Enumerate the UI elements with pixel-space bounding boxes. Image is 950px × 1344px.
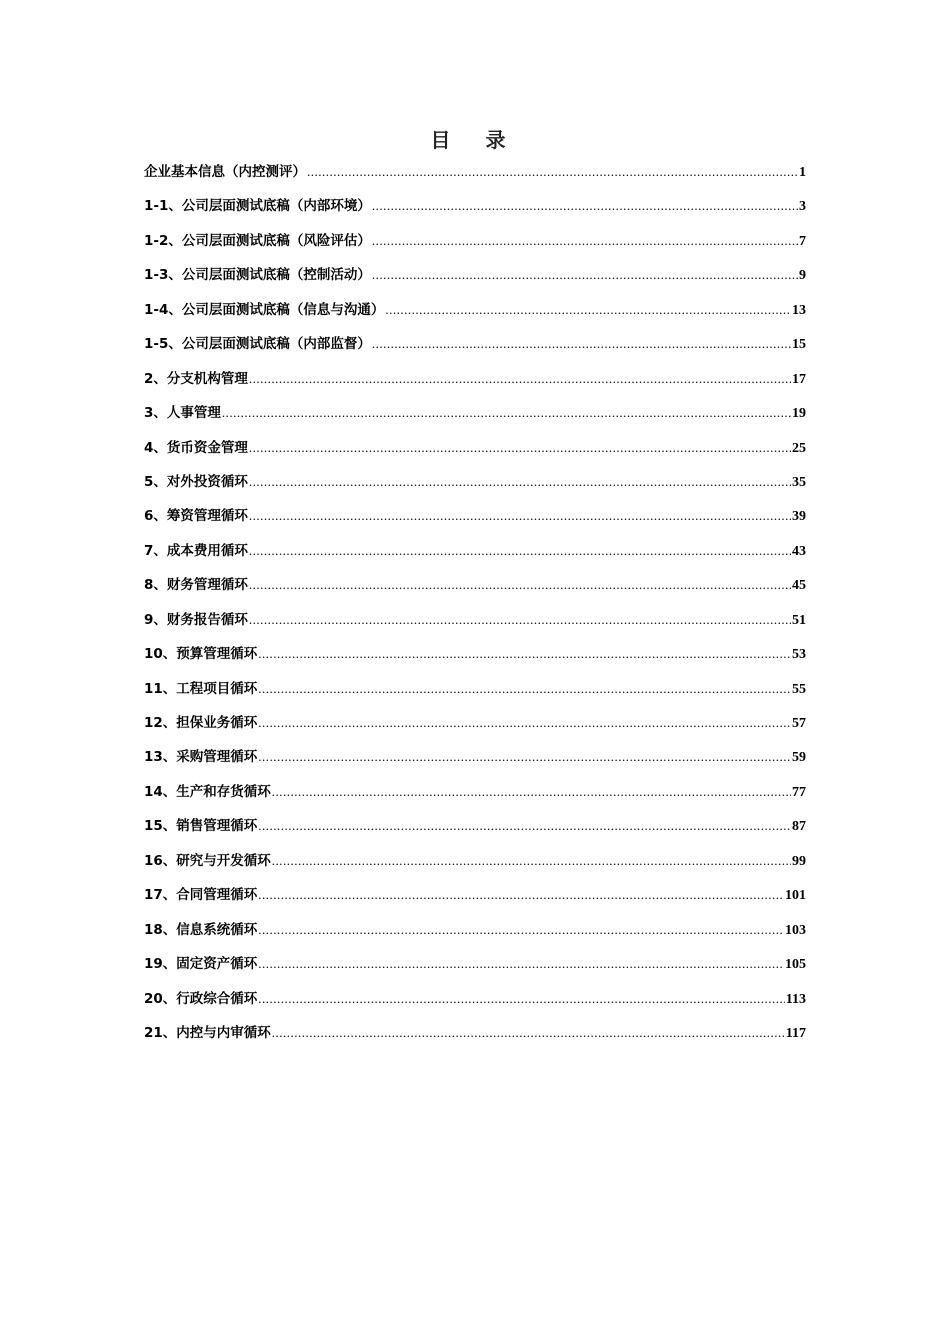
toc-entry-page: 1: [799, 165, 806, 180]
toc-entry-page: 55: [792, 681, 806, 697]
toc-entry-page: 35: [792, 474, 806, 490]
toc-entry-label: 10、预算管理循环: [144, 646, 258, 663]
toc-entry-page: 77: [792, 784, 806, 800]
toc-entry-page: 99: [792, 853, 806, 869]
toc-entry[interactable]: [144, 470, 806, 504]
toc-entry-label: 1-2、公司层面测试底稿（风险评估）: [144, 232, 371, 249]
toc-entry[interactable]: [144, 436, 806, 470]
toc-entry-label: 4、货币资金管理: [144, 439, 248, 456]
toc-entry[interactable]: [144, 918, 806, 952]
toc-entry-page: 59: [792, 750, 806, 766]
toc-entry-label: 15、销售管理循环: [144, 818, 258, 835]
toc-entry-label: 19、固定资产循环: [144, 956, 258, 973]
toc-entry-label: 1-1、公司层面测试底稿（内部环境）: [144, 198, 371, 215]
toc-leader-dots: [222, 405, 791, 421]
toc-entry-label: 11、工程项目循环: [144, 680, 258, 697]
toc-leader-dots: [258, 922, 784, 938]
toc-entry[interactable]: [144, 677, 806, 711]
toc-leader-dots: [372, 198, 798, 214]
toc-entry[interactable]: [144, 367, 806, 401]
toc-entry-page: 13: [792, 302, 806, 318]
toc-entry[interactable]: [144, 160, 806, 194]
toc-leader-dots: [258, 818, 791, 834]
toc-entry-page: 39: [792, 509, 806, 525]
toc-leader-dots: [258, 646, 791, 662]
toc-leader-dots: [249, 371, 791, 387]
toc-leader-dots: [372, 267, 798, 283]
toc-leader-dots: [258, 715, 791, 731]
toc-entry-label: 8、财务管理循环: [144, 577, 248, 594]
toc-entry-label: 18、信息系统循环: [144, 921, 258, 938]
toc-entry[interactable]: [144, 263, 806, 297]
toc-entry[interactable]: [144, 573, 806, 607]
toc-entry-page: 103: [785, 922, 806, 938]
toc-entry-label: 1-5、公司层面测试底稿（内部监督）: [144, 336, 371, 353]
toc-leader-dots: [272, 853, 791, 869]
toc-entry-page: 25: [792, 440, 806, 456]
toc-entry[interactable]: [144, 332, 806, 366]
toc-entry-label: 9、财务报告循环: [144, 611, 248, 628]
toc-entry-label: 1-4、公司层面测试底稿（信息与沟通）: [144, 301, 385, 318]
toc-entry[interactable]: [144, 194, 806, 228]
toc-title: 目 录: [430, 128, 520, 152]
toc-entry[interactable]: [144, 504, 806, 538]
toc-entry-page: 3: [799, 199, 806, 215]
toc-entry-page: 57: [792, 716, 806, 731]
toc-leader-dots: [249, 543, 791, 559]
toc-leader-dots: [272, 784, 791, 800]
toc-entry-label: 13、采购管理循环: [144, 749, 258, 766]
toc-entry[interactable]: [144, 608, 806, 642]
toc-entry-page: 53: [792, 647, 806, 663]
toc-entry-page: 15: [792, 337, 806, 353]
toc-entry-label: 7、成本费用循环: [144, 542, 248, 559]
toc-entry-label: 3、人事管理: [144, 405, 221, 422]
toc-entry-label: 6、筹资管理循环: [144, 508, 248, 525]
toc-entry[interactable]: [144, 229, 806, 263]
toc-leader-dots: [372, 336, 791, 352]
toc-entry-label: 16、研究与开发循环: [144, 852, 271, 869]
toc-entry[interactable]: [144, 952, 806, 986]
toc-entry[interactable]: [144, 780, 806, 814]
toc-entry-label: 2、分支机构管理: [144, 370, 248, 387]
toc-entry[interactable]: [144, 298, 806, 332]
toc-entry-page: 9: [799, 268, 806, 284]
toc-entry[interactable]: [144, 539, 806, 573]
toc-leader-dots: [249, 474, 791, 490]
toc-entry-page: 87: [792, 819, 806, 835]
toc-list: [144, 160, 806, 1055]
toc-entry[interactable]: [144, 883, 806, 917]
toc-entry[interactable]: [144, 987, 806, 1021]
toc-entry-label: 1-3、公司层面测试底稿（控制活动）: [144, 267, 371, 284]
toc-entry[interactable]: [144, 401, 806, 435]
toc-entry-label: 14、生产和存货循环: [144, 783, 271, 800]
toc-leader-dots: [249, 440, 791, 456]
toc-leader-dots: [272, 1025, 785, 1041]
toc-leader-dots: [249, 577, 791, 593]
toc-leader-dots: [385, 302, 791, 318]
toc-entry-label: 21、内控与内审循环: [144, 1024, 271, 1041]
toc-entry-page: 17: [792, 371, 806, 387]
toc-entry-label: 20、行政综合循环: [144, 990, 258, 1007]
toc-leader-dots: [258, 991, 784, 1007]
toc-leader-dots: [307, 164, 798, 180]
toc-entry-page: 7: [799, 233, 806, 249]
toc-entry-page: 117: [785, 1025, 806, 1041]
toc-leader-dots: [372, 233, 798, 249]
toc-entry[interactable]: [144, 1021, 806, 1055]
toc-leader-dots: [258, 681, 791, 697]
toc-leader-dots: [258, 749, 791, 765]
toc-leader-dots: [258, 956, 784, 972]
toc-entry-label: 企业基本信息（内控测评）: [144, 164, 306, 180]
toc-entry[interactable]: [144, 642, 806, 676]
toc-entry[interactable]: [144, 814, 806, 848]
toc-leader-dots: [249, 612, 791, 628]
toc-entry[interactable]: [144, 711, 806, 745]
toc-entry-page: 101: [785, 888, 806, 904]
toc-entry[interactable]: [144, 849, 806, 883]
toc-entry-page: 19: [792, 406, 806, 422]
toc-entry-page: 113: [785, 991, 806, 1007]
toc-entry-page: 105: [785, 957, 806, 973]
toc-entry-page: 45: [792, 578, 806, 594]
toc-entry-page: 43: [792, 543, 806, 559]
toc-entry-label: 5、对外投资循环: [144, 473, 248, 490]
toc-entry-page: 51: [792, 612, 806, 628]
toc-entry-label: 17、合同管理循环: [144, 887, 258, 904]
toc-entry[interactable]: [144, 745, 806, 779]
toc-entry-label: 12、担保业务循环: [144, 715, 258, 731]
toc-leader-dots: [258, 887, 784, 903]
toc-leader-dots: [249, 508, 791, 524]
